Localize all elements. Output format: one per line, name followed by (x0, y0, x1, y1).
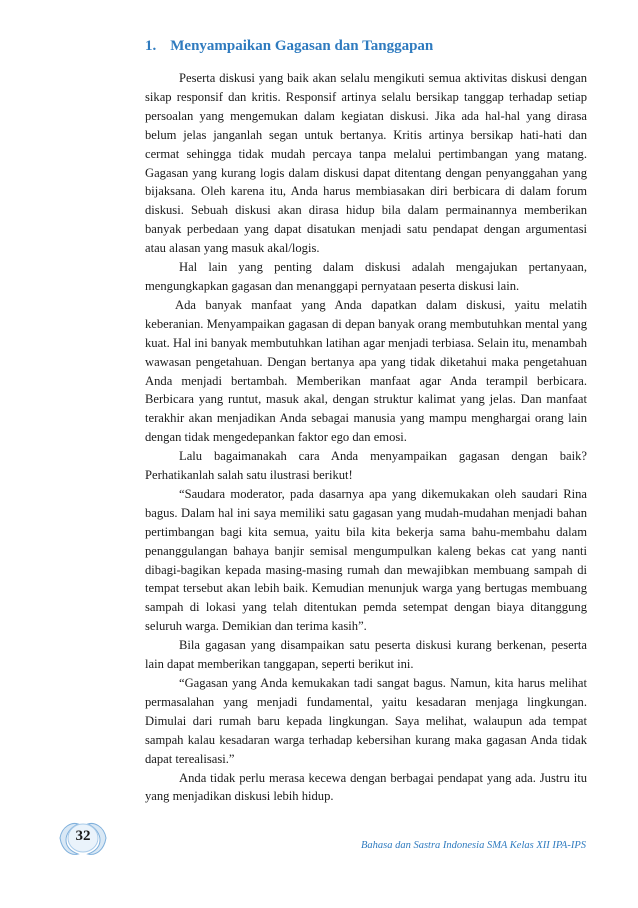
page-footer (0, 818, 638, 868)
paragraph-3: Ada banyak manfaat yang Anda dapatkan dalam diskusi, yaitu melatih keberanian. Menyampaikan gagasan di depan banyak orang membutuhkan mental yang kuat. Hal ini banyak membutuhkan latihan agar menjadi terbiasa. Selain itu, menambah wawasan pengetahuan. Dengan bertanya apa yang tidak diketahui maka pengetahuan Anda menjadi bertambah. Memberikan manfaat agar Anda terampil berbicara. Berbicara yang runtut, masuk akal, dengan struktur kalimat yang jelas. Dan manfaat terakhir akan menjadikan Anda sebagai manusia yang mampu menghargai orang lain dengan tidak mengedepankan faktor ego dan emosi. (145, 297, 587, 445)
paragraph-8: Anda tidak perlu merasa kecewa dengan berbagai pendapat yang ada. Justru itu yang menjadikan diskusi lebih hidup. (145, 770, 587, 804)
quote-gagasan: “Saudara moderator, pada dasarnya apa yang dikemukakan oleh saudari Rina bagus. Dalam hal ini saya memiliki satu gagasan yang mudah-mudahan menjadi bahan pertimbangan bagi kita semua, yaitu bila kita bekerja sama bahu-membahu dalam penanggulangan bahaya banjir semisal mengumpulkan kaleng bekas cat yang nanti dibagi-bagikan kepada masing-masing rumah dan mewajibkan membuang sampah di tempat tersebut akan lebih baik. Kemudian menunjuk warga yang bertugas membuang sampah di lokasi yang telah ditentukan pemda setempat dengan biaya ditanggung seluruh warga. Demikian dan terima kasih”. (145, 486, 587, 634)
paragraph-1: Peserta diskusi yang baik akan selalu mengikuti semua aktivitas diskusi dengan sikap responsif dan kritis. Responsif artinya selalu bersikap tanggap terhadap setiap persoalan yang mengemukan dalam kegiatan diskusi. Jika ada hal-hal yang dirasa belum jelas janganlah segan untuk bertanya. Kritis artinya bersikap hati-hati dan cermat sehingga tidak mudah percaya tanpa melalui pertimbangan yang matang. Gagasan yang kurang logis dalam diskusi dapat ditentang dengan penyanggahan yang bijaksana. Oleh karena itu, Anda harus membiasakan diri berbicara di dalam forum diskusi. Sebuah diskusi akan dirasa hidup bila dalam permainannya memberikan banyak perbedaan yang dapat disatukan menjadi satu pendapat dengan argumentasi atau alasan yang masuk akal/logis. (145, 71, 587, 256)
paragraph-4: Lalu bagaimanakah cara Anda menyampaikan gagasan dengan baik? Perhatikanlah salah satu ilustrasi berikut! (145, 449, 587, 483)
quote-tanggapan: “Gagasan yang Anda kemukakan tadi sangat bagus. Namun, kita harus melihat permasalahan yang menjadi fundamental, yaitu kesadaran menjaga lingkungan. Dimulai dari rumah baru kepada lingkungan. Saya melihat, walaupun ada tempat sampah kalau kesadaran warga terhadap kebersihan kurang maka gagasan Anda tidak dapat terealisasi.” (145, 676, 587, 766)
page-number: 32 (75, 828, 91, 844)
paragraph-6: Bila gagasan yang disampaikan satu peserta diskusi kurang berkenan, peserta lain dapat memberikan tanggapan, seperti berikut ini. (145, 638, 587, 672)
book-title: Bahasa dan Sastra Indonesia SMA Kelas XII IPA-IPS (360, 840, 586, 851)
section-title: Menyampaikan Gagasan dan Tanggapan (170, 38, 434, 54)
paragraph-2: Hal lain yang penting dalam diskusi adalah mengajukan pertanyaan, mengungkapkan gagasan dan menanggapi pernyataan peserta diskusi lain. (145, 260, 587, 293)
section-heading (145, 38, 587, 55)
page-content (145, 38, 587, 806)
section-number: 1. (145, 38, 157, 54)
